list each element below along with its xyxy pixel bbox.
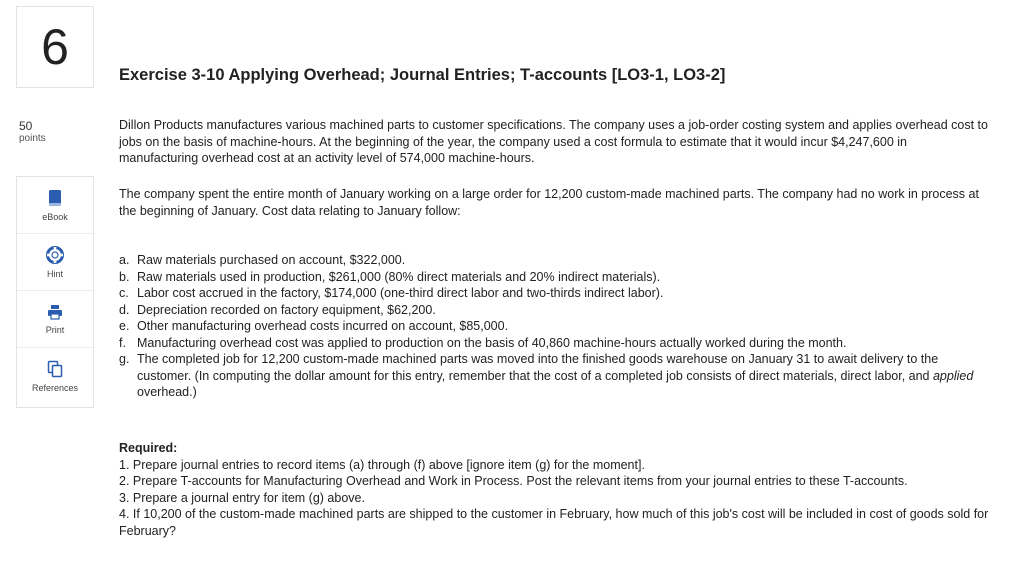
print-label: Print — [45, 324, 65, 335]
question-number: 6 — [41, 19, 69, 75]
documents-icon — [47, 360, 63, 378]
required-item: 1. Prepare journal entries to record items (a) through (f) above [ignore item (g) for the moment]. — [119, 457, 645, 472]
required-item: 2. Prepare T-accounts for Manufacturing Overhead and Work in Process. Post the relevant items from your journal entries to these T-accounts. — [119, 474, 908, 488]
intro-paragraph: Dillon Products manufactures various machined parts to customer specifications. The company uses a job-order costing system and applies overhead cost to jobs on the basis of machine-hours. At the beginning of the year, the company used a cost formula to estimate that it would incur $4,247,600 in manufacturing overhead cost at an activity level of 574,000 machine-hours. — [119, 118, 988, 165]
tools-panel — [16, 176, 94, 408]
cost-data-list — [119, 252, 989, 401]
hint-button[interactable] — [17, 234, 93, 291]
exercise-title: Exercise 3-10 Applying Overhead; Journal Entries; T-accounts [LO3-1, LO3-2] — [119, 66, 726, 84]
question-content — [119, 64, 989, 538]
book-icon — [48, 189, 62, 207]
list-item: f. Manufacturing overhead cost was applied to production on the basis of 40,860 machine-hours actually worked during the month. — [119, 335, 847, 350]
required-item: 4. If 10,200 of the custom-made machined parts are shipped to the customer in February, how much of this job's cost will be included in cost of goods sold for February? — [119, 507, 989, 538]
question-number-box — [16, 6, 94, 88]
emphasis-applied: applied — [932, 368, 974, 383]
lifebuoy-icon — [46, 246, 64, 264]
january-paragraph: The company spent the entire month of January working on a large order for 12,200 custom-made machined parts. The company had no work in process at the beginning of January. Cost data relating to January follow: — [119, 187, 979, 218]
list-item: d. Depreciation recorded on factory equipment, $62,200. — [119, 302, 436, 317]
points-label: points — [19, 133, 46, 144]
list-item: b. Raw materials used in production, $261,000 (80% direct materials and 20% indirect materials). — [119, 269, 661, 284]
required-item: 3. Prepare a journal entry for item (g) above. — [119, 490, 365, 505]
required-section — [119, 440, 989, 539]
list-item: e. Other manufacturing overhead costs incurred on account, $85,000. — [119, 319, 509, 333]
list-item: a. Raw materials purchased on account, $322,000. — [119, 253, 406, 267]
printer-icon — [47, 304, 63, 320]
print-button[interactable] — [17, 291, 93, 348]
references-label: References — [31, 383, 79, 393]
points-block — [19, 119, 89, 145]
ebook-label: eBook — [42, 211, 68, 222]
list-item: g. The completed job for 12,200 custom-made machined parts was moved into the finished goods warehouse on January 31 to await delivery to the customer. (In computing the dollar amount for this entry, remember that the cost of a completed job consists of direct materials, direct labor, and applied overhead.) — [119, 352, 974, 399]
required-heading: Required: — [119, 441, 178, 455]
references-button[interactable] — [17, 348, 93, 405]
ebook-button[interactable] — [17, 177, 93, 234]
hint-label: Hint — [46, 268, 63, 279]
points-value: 50 — [19, 119, 33, 133]
list-item: c. Labor cost accrued in the factory, $174,000 (one-third direct labor and two-thirds indirect labor). — [119, 286, 664, 300]
